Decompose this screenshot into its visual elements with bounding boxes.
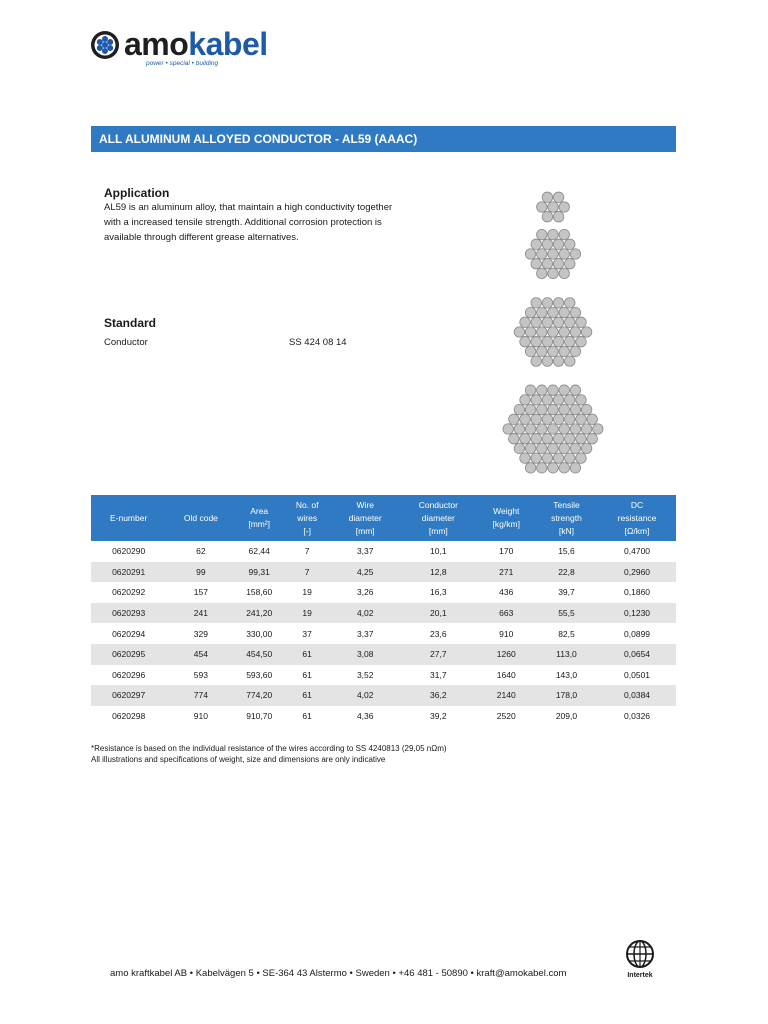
wire-strand (548, 385, 559, 396)
wire-strand (553, 433, 564, 444)
table-cell: 62 (196, 546, 206, 557)
table-row (91, 623, 676, 644)
wire-strand (509, 433, 520, 444)
wire-strand (565, 239, 576, 250)
conductor-37-wires (514, 298, 592, 367)
wire-strand (576, 395, 587, 406)
wire-strand (542, 298, 553, 309)
wire-strand (576, 317, 587, 328)
table-cell: 0620291 (91, 562, 166, 583)
wire-strand (531, 453, 542, 464)
table-cell: 4,36 (356, 711, 374, 722)
wire-strand (565, 433, 576, 444)
column-header-line: diameter (348, 512, 382, 523)
table-cell: 31,7 (430, 669, 447, 680)
table-cell: 16,3 (430, 587, 447, 598)
wire-strand (525, 443, 536, 454)
wire-strand (514, 404, 525, 415)
column-header-line: Tensile (553, 499, 580, 510)
table-cell: 0,1230 (598, 603, 676, 624)
intertek-label: Intertek (627, 972, 653, 979)
table-cell: 241 (166, 603, 235, 624)
table-cell: 0620293 (91, 603, 166, 624)
wire-strand (581, 443, 592, 454)
table-cell: 0,0899 (624, 628, 651, 639)
table-cell: 12,8 (399, 562, 478, 583)
table-cell: 3,37 (356, 546, 374, 557)
wire-strand (520, 336, 531, 347)
footnotes (91, 743, 447, 765)
application-heading: Application (104, 186, 170, 200)
wire-strand (565, 317, 576, 328)
wire-strand (565, 356, 576, 367)
table-cell: 15,6 (558, 546, 575, 557)
wire-strand (503, 424, 514, 435)
table-cell: 0620295 (91, 644, 166, 665)
wire-strand (548, 268, 559, 279)
table-cell: 170 (499, 546, 514, 557)
wire-strand (537, 249, 548, 260)
table-cell: 4,25 (331, 562, 399, 583)
wire-strand (553, 453, 564, 464)
wire-strand (576, 433, 587, 444)
table-cell: 0620294 (112, 628, 146, 639)
table-cell: 3,08 (331, 644, 399, 665)
table-cell: 7 (283, 562, 332, 583)
table-cell: 454 (166, 644, 235, 665)
resistance-note: *Resistance is based on the individual resistance of the wires according to SS 4240813 (29,05 nΩm) (91, 744, 447, 753)
standard-heading: Standard (104, 316, 157, 330)
table-cell: 27,7 (399, 644, 478, 665)
wire-strand (553, 395, 564, 406)
table-cell: 3,52 (356, 669, 374, 680)
wire-strand (542, 258, 553, 269)
table-row (91, 706, 676, 727)
column-header-line: Wire (356, 499, 374, 510)
wire-strand (570, 249, 581, 260)
wire-strand (520, 453, 531, 464)
column-header-line: E-number (109, 512, 148, 523)
wire-strand (525, 249, 536, 260)
wire-strand (570, 307, 581, 318)
wire-strand (565, 298, 576, 309)
wire-strand (525, 424, 536, 435)
table-cell: 0,4700 (624, 546, 651, 557)
wire-strand (542, 211, 553, 222)
column-header-line: [-] (303, 525, 311, 536)
wire-strand (570, 404, 581, 415)
wire-strand (565, 414, 576, 425)
wire-strand (570, 443, 581, 454)
table-cell: 774 (166, 685, 235, 706)
standard-label: Conductor (104, 337, 148, 348)
wire-strand (525, 307, 536, 318)
wire-strand (537, 404, 548, 415)
column-header-line: diameter (421, 512, 455, 523)
table-cell: 0620297 (91, 685, 166, 706)
column-header (478, 495, 535, 541)
wire-strand (531, 433, 542, 444)
wire-strand (559, 424, 570, 435)
logo-amo: amo (124, 26, 189, 62)
column-header-line: [kg/km] (492, 519, 520, 529)
wire-strand (565, 258, 576, 269)
wire-strand (553, 192, 564, 203)
wire-strand (525, 385, 536, 396)
logo-kabel: kabel (188, 26, 268, 62)
table-cell: 7 (304, 546, 310, 557)
logo-cable-icon (90, 30, 120, 60)
table-cell: 4,02 (331, 603, 399, 624)
table-cell: 61 (302, 711, 312, 722)
table-cell: 0,0326 (624, 711, 651, 722)
wire-strand (531, 298, 542, 309)
intertek-globe-icon (622, 938, 658, 972)
table-cell: 99,31 (236, 562, 283, 583)
table-cell: 39,2 (430, 711, 447, 722)
wire-strand (570, 385, 581, 396)
table-cell: 2520 (496, 711, 516, 722)
column-header (598, 495, 676, 541)
application-text (104, 200, 404, 245)
column-header-line: DC (630, 499, 644, 510)
table-cell: 2140 (478, 685, 535, 706)
table-cell: 663 (478, 603, 535, 624)
table-row (91, 582, 676, 603)
wire-strand (548, 249, 559, 260)
wire-strand (553, 211, 564, 222)
table-cell: 143,0 (555, 669, 578, 680)
wire-strand (559, 327, 570, 338)
wire-strand (531, 258, 542, 269)
wire-strand (548, 424, 559, 435)
wire-strand (514, 327, 525, 338)
table-cell: 271 (478, 562, 535, 583)
table-cell: 62,44 (248, 546, 270, 557)
wire-strand (531, 336, 542, 347)
wire-strand (542, 317, 553, 328)
footer-address: amo kraftkabel AB • Kabelvägen 5 • SE-364 43 Alstermo • Sweden • +46 481 - 50890 • kraft@amokabel.com (110, 968, 567, 979)
table-cell: 10,1 (430, 546, 447, 557)
wire-strand (531, 317, 542, 328)
indicative-note: All illustrations and specifications of weight, size and dimensions are only indicative (91, 755, 386, 764)
wire-strand (559, 202, 570, 213)
conductor-61-wires (503, 385, 603, 473)
table-cell: 593,60 (246, 669, 273, 680)
wire-strand (570, 346, 581, 357)
wire-strand (537, 424, 548, 435)
application-line: available through different grease alternatives. (104, 232, 299, 243)
table-cell: 0620292 (112, 587, 146, 598)
table-header-row (91, 495, 676, 541)
table-cell: 158,60 (246, 587, 273, 598)
wire-strand (542, 336, 553, 347)
wire-strand (542, 453, 553, 464)
wire-strand (542, 433, 553, 444)
table-row (91, 665, 676, 686)
wire-strand (531, 395, 542, 406)
column-header-line: resistance (617, 512, 657, 523)
wire-strand (542, 192, 553, 203)
wire-strand (576, 414, 587, 425)
table-cell: 113,0 (535, 644, 598, 665)
column-header-line: Area (250, 506, 269, 516)
table-cell: 4,02 (331, 685, 399, 706)
wire-strand (559, 249, 570, 260)
conductor-cross-section-icon (496, 182, 610, 492)
table-cell: 910 (499, 628, 514, 639)
wire-strand (559, 385, 570, 396)
wire-strand (570, 327, 581, 338)
wire-strand (537, 385, 548, 396)
table-row (91, 562, 676, 583)
wire-strand (537, 268, 548, 279)
table-row (91, 644, 676, 665)
wire-strand (570, 424, 581, 435)
column-header-line: [mm²] (248, 519, 271, 529)
wire-strand (542, 395, 553, 406)
wire-strand (581, 404, 592, 415)
table-cell: 0620298 (112, 711, 146, 722)
column-header-line: [mm] (355, 525, 375, 536)
table-cell: 37 (302, 628, 312, 639)
wire-strand (525, 346, 536, 357)
column-header-line: [kN] (558, 525, 575, 536)
table-cell: 330,00 (246, 628, 273, 639)
wire-strand (553, 336, 564, 347)
table-cell: 22,8 (535, 562, 598, 583)
wire-strand (593, 424, 604, 435)
wire-strand (537, 202, 548, 213)
wire-strand (531, 239, 542, 250)
table-cell: 0,0654 (598, 644, 676, 665)
table-cell: 910,70 (246, 711, 273, 722)
table-cell: 1260 (478, 644, 535, 665)
table-cell: 774,20 (236, 685, 283, 706)
wire-strand (520, 317, 531, 328)
table-cell: 36,2 (399, 685, 478, 706)
wire-strand (559, 307, 570, 318)
table-cell: 19 (283, 603, 332, 624)
application-line: AL59 is an aluminum alloy, that maintain a high conductivity together (104, 202, 393, 213)
wire-strand (542, 356, 553, 367)
wire-strand (576, 336, 587, 347)
wire-strand (576, 453, 587, 464)
column-header (91, 495, 166, 541)
column-header-line: [Ω/km] (624, 525, 650, 536)
wire-strand (548, 404, 559, 415)
wire-strand (553, 414, 564, 425)
wire-strand (509, 414, 520, 425)
conductor-19-wires (525, 229, 580, 278)
wire-strand (520, 395, 531, 406)
wire-strand (531, 414, 542, 425)
table-row (91, 603, 676, 624)
wire-strand (537, 463, 548, 474)
table-cell: 1640 (496, 669, 516, 680)
wire-strand (565, 336, 576, 347)
table-cell: 61 (302, 669, 312, 680)
wire-strand (525, 463, 536, 474)
table-cell: 329 (193, 628, 208, 639)
table-cell: 178,0 (535, 685, 598, 706)
table-row (91, 541, 676, 562)
wire-strand (548, 443, 559, 454)
column-header-line: No. of (295, 499, 319, 510)
table-cell: 241,20 (236, 603, 283, 624)
column-header-line: Old code (183, 512, 218, 523)
wire-strand (565, 453, 576, 464)
column-header (236, 495, 283, 541)
table-cell: 436 (499, 587, 514, 598)
table-cell: 209,0 (555, 711, 578, 722)
wire-strand (531, 356, 542, 367)
wire-strand (548, 202, 559, 213)
wire-strand (537, 229, 548, 240)
table-cell: 454,50 (236, 644, 283, 665)
table-cell: 593 (193, 669, 208, 680)
table-cell: 3,26 (356, 587, 374, 598)
column-header (331, 495, 399, 541)
column-header (283, 495, 332, 541)
wire-strand (553, 239, 564, 250)
wire-strand (559, 404, 570, 415)
wire-strand (525, 327, 536, 338)
table-cell: 23,6 (430, 628, 447, 639)
wire-strand (542, 239, 553, 250)
column-header-line: strength (551, 512, 582, 523)
table-cell: 39,7 (558, 587, 575, 598)
tagline: power • special • building (146, 60, 219, 67)
wire-strand (587, 433, 598, 444)
wire-strand (537, 307, 548, 318)
table-cell: 0,1860 (624, 587, 651, 598)
wire-strand (570, 463, 581, 474)
wire-strand (525, 404, 536, 415)
wire-strand (553, 317, 564, 328)
wire-strand (548, 463, 559, 474)
wire-strand (537, 443, 548, 454)
wire-strand (548, 346, 559, 357)
column-header-line: Conductor (418, 499, 458, 510)
table-cell: 0,2960 (598, 562, 676, 583)
wire-strand (553, 356, 564, 367)
wire-strand (514, 424, 525, 435)
table-cell: 82,5 (558, 628, 575, 639)
table-cell: 99 (166, 562, 235, 583)
column-header (535, 495, 598, 541)
wire-strand (548, 229, 559, 240)
specification-table (91, 495, 676, 726)
wire-strand (542, 414, 553, 425)
wire-strand (553, 298, 564, 309)
wire-strand (559, 229, 570, 240)
table-cell: 55,5 (535, 603, 598, 624)
conductor-7-wires (537, 192, 570, 222)
column-header-line: Weight (493, 506, 520, 516)
table-cell: 20,1 (399, 603, 478, 624)
table-cell: 910 (193, 711, 208, 722)
column-header-line: wires (297, 512, 318, 523)
wire-strand (548, 307, 559, 318)
wire-strand (520, 433, 531, 444)
table-row (91, 685, 676, 706)
wire-strand (559, 443, 570, 454)
wire-strand (559, 346, 570, 357)
wire-strand (548, 327, 559, 338)
standard-value: SS 424 08 14 (289, 337, 347, 348)
table-cell: 157 (193, 587, 208, 598)
logo-wordmark (124, 26, 268, 63)
wire-strand (514, 443, 525, 454)
wire-strand (553, 258, 564, 269)
wire-strand (565, 395, 576, 406)
wire-strand (581, 424, 592, 435)
column-header (399, 495, 478, 541)
wire-strand (581, 327, 592, 338)
wire-strand (537, 346, 548, 357)
column-header-line: [mm] (428, 525, 448, 536)
table-body (91, 541, 676, 726)
table-cell: 19 (302, 587, 312, 598)
table-cell: 61 (283, 685, 332, 706)
document-title: ALL ALUMINUM ALLOYED CONDUCTOR - AL59 (AAAC) (91, 126, 676, 152)
wire-strand (537, 327, 548, 338)
wire-strand (559, 463, 570, 474)
wire-strand (520, 414, 531, 425)
table-cell: 3,37 (356, 628, 374, 639)
table-cell: 0620296 (112, 669, 146, 680)
certification-mark (622, 938, 658, 984)
wire-strand (559, 268, 570, 279)
column-header (166, 495, 235, 541)
table-cell: 0,0501 (624, 669, 651, 680)
application-line: with a increased tensile strength. Additional corrosion protection is (104, 217, 382, 228)
table-cell: 61 (283, 644, 332, 665)
table-cell: 0,0384 (598, 685, 676, 706)
table-cell: 0620290 (112, 546, 146, 557)
wire-strand (587, 414, 598, 425)
